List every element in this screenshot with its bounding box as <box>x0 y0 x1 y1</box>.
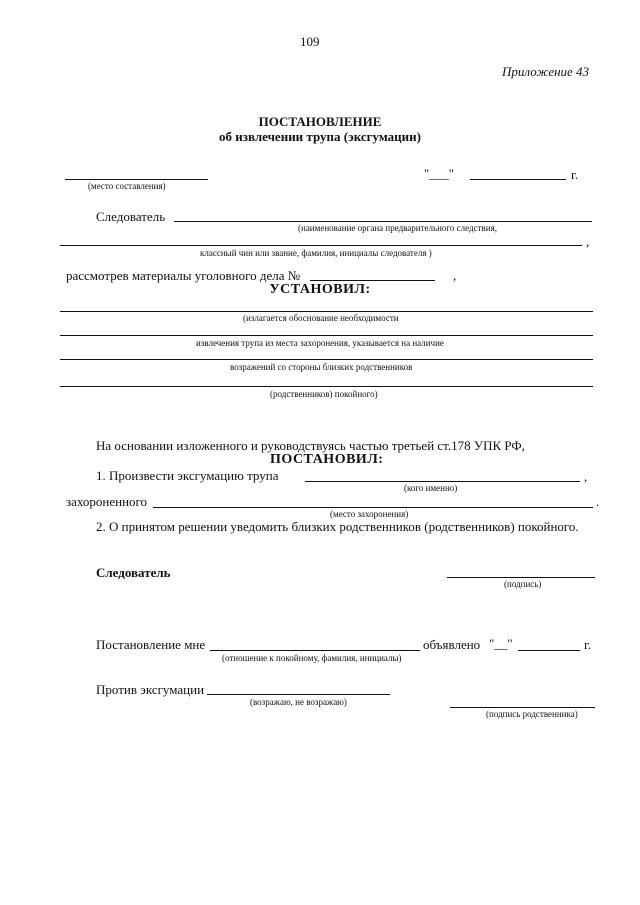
case-comma: , <box>453 268 457 283</box>
signature-line <box>447 577 595 578</box>
announced-word: объявлено <box>423 637 481 652</box>
item-2: 2. О принятом решении уведомить близких родственников (родственников) покойного. <box>96 519 579 534</box>
established-heading: УСТАНОВИЛ: <box>269 282 371 297</box>
relative-signature-line <box>450 707 595 708</box>
object-caption: (возражаю, не возражаю) <box>250 697 347 707</box>
signature-caption: (подпись) <box>504 579 542 589</box>
place-line <box>65 179 208 180</box>
whom-comma: , <box>584 469 588 484</box>
relation-caption: (отношение к покойному, фамилия, инициалы) <box>222 653 402 663</box>
burial-period: . <box>596 494 600 509</box>
announced-year: г. <box>584 637 592 652</box>
place-caption: (место составления) <box>88 181 166 191</box>
justification-caption-1: (излагается обоснование необходимости <box>243 313 399 323</box>
document-title: ПОСТАНОВЛЕНИЕ <box>258 114 382 129</box>
justification-line-4 <box>60 386 593 387</box>
date-line <box>470 179 566 180</box>
organ-line <box>174 221 592 222</box>
announced-date-day: "__" <box>489 636 513 651</box>
date-day: "___" <box>424 166 455 181</box>
rank-comma: , <box>586 234 590 249</box>
justification-line-3 <box>60 359 593 360</box>
justification-caption-4: (родственников) покойного) <box>270 389 378 399</box>
investigator-label: Следователь <box>96 209 166 224</box>
rank-caption: классный чин или звание, фамилия, инициалы следователя ) <box>200 248 432 258</box>
relative-signature-caption: (подпись родственника) <box>486 709 578 719</box>
reviewed-text: рассмотрев материалы уголовного дела № <box>66 268 301 283</box>
justification-caption-3: возражений со стороны близких родственников <box>230 362 413 372</box>
investigator-signature-label: Следователь <box>96 565 171 580</box>
whom-caption: (кого именно) <box>404 483 458 493</box>
rank-line <box>60 245 582 246</box>
announced-date-line <box>518 650 580 651</box>
appendix-label: Приложение 43 <box>502 64 590 79</box>
buried-label: захороненного <box>66 494 148 509</box>
organ-caption: (наименование органа предварительного следствия, <box>298 223 497 233</box>
item-1: 1. Произвести эксгумацию трупа <box>96 468 279 483</box>
announced-label: Постановление мне <box>96 637 206 652</box>
burial-line <box>153 507 593 508</box>
year-suffix: г. <box>571 167 579 182</box>
resolved-heading: ПОСТАНОВИЛ: <box>270 452 384 467</box>
justification-line-2 <box>60 335 593 336</box>
case-number-line <box>310 280 435 281</box>
against-line <box>207 694 390 695</box>
basis-text: На основании изложенного и руководствуясь частью третьей ст.178 УПК РФ, <box>96 438 525 453</box>
against-label: Против эксгумации <box>96 682 205 697</box>
justification-line-1 <box>60 311 593 312</box>
justification-caption-2: извлечения трупа из места захоронения, указывается на наличие <box>196 338 444 348</box>
document-subtitle: об извлечении трупа (эксгумации) <box>219 129 421 144</box>
page-number: 109 <box>300 34 320 49</box>
announced-line <box>210 650 420 651</box>
burial-caption: (место захоронения) <box>330 509 409 519</box>
whom-line <box>305 481 580 482</box>
